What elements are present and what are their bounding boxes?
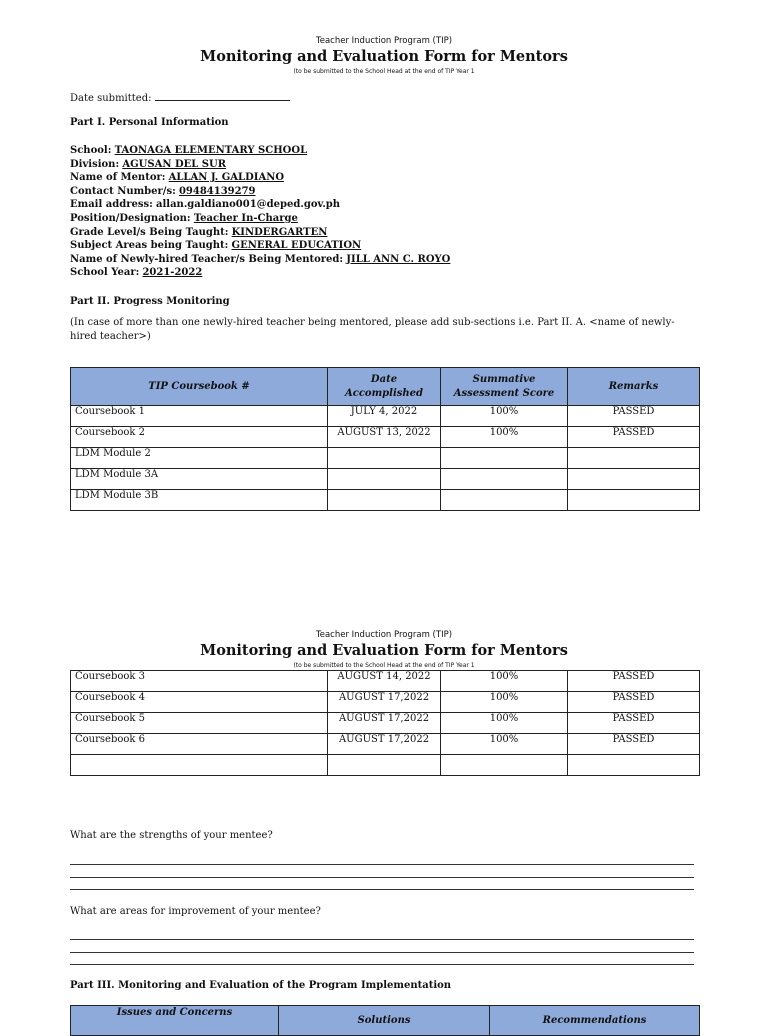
header-date-accomplished bbox=[328, 368, 441, 406]
cell-date[interactable] bbox=[328, 490, 441, 511]
cell-date[interactable]: AUGUST 13, 2022 bbox=[328, 427, 441, 448]
progress-table-page2 bbox=[70, 670, 700, 776]
date-submitted-row bbox=[70, 91, 290, 104]
improvement-answer-line[interactable] bbox=[70, 952, 694, 953]
cell-date[interactable]: AUGUST 17,2022 bbox=[328, 692, 441, 713]
info-field-value: TAONAGA ELEMENTARY SCHOOL bbox=[114, 145, 308, 156]
header-date-line1: Date bbox=[370, 373, 398, 385]
table-header-row bbox=[71, 368, 700, 406]
submission-note: (to be submitted to the School Head at the end of TIP Year 1 bbox=[293, 68, 475, 75]
info-field-value: 2021-2022 bbox=[142, 267, 203, 279]
table-row bbox=[71, 755, 700, 776]
cell-coursebook[interactable]: LDM Module 3A bbox=[71, 469, 328, 490]
cell-score[interactable]: 100% bbox=[441, 692, 568, 713]
info-field-value: 09484139279 bbox=[178, 185, 256, 197]
table-row bbox=[71, 734, 700, 755]
info-field bbox=[70, 171, 284, 185]
info-field-label: Subject Areas being Taught: bbox=[70, 240, 229, 252]
table-row bbox=[71, 490, 700, 511]
info-field-label: Name of Mentor: bbox=[70, 172, 166, 184]
strengths-question: What are the strengths of your mentee? bbox=[70, 830, 273, 841]
header-score-line2: Assessment Score bbox=[453, 387, 555, 399]
table-row bbox=[71, 671, 700, 692]
cell-score[interactable]: 100% bbox=[441, 671, 568, 692]
cell-remarks[interactable]: PASSED bbox=[568, 427, 700, 448]
info-field bbox=[70, 226, 327, 240]
date-submitted-field[interactable] bbox=[155, 91, 290, 101]
table-row bbox=[71, 469, 700, 490]
cell-date[interactable]: AUGUST 14, 2022 bbox=[328, 671, 441, 692]
program-implementation-table bbox=[70, 1005, 700, 1036]
cell-score[interactable] bbox=[441, 448, 568, 469]
cell-score[interactable] bbox=[441, 469, 568, 490]
info-field-value: GENERAL EDUCATION bbox=[231, 240, 362, 252]
table-row bbox=[71, 692, 700, 713]
cell-coursebook[interactable]: Coursebook 3 bbox=[71, 671, 328, 692]
info-field-value: ALLAN J. GALDIANO bbox=[168, 172, 285, 184]
strengths-answer-line[interactable] bbox=[70, 889, 694, 890]
info-field-label: Division: bbox=[70, 158, 120, 170]
info-field-label: Email address: bbox=[70, 199, 153, 211]
improvement-question: What are areas for improvement of your mentee? bbox=[70, 906, 321, 917]
strengths-answer-line[interactable] bbox=[70, 864, 694, 865]
header-score-line1: Summative bbox=[472, 373, 536, 385]
cell-score[interactable] bbox=[441, 490, 568, 511]
table-row bbox=[71, 427, 700, 448]
info-field bbox=[70, 253, 450, 267]
strengths-answer-line[interactable] bbox=[70, 877, 694, 878]
cell-date[interactable]: AUGUST 17,2022 bbox=[328, 734, 441, 755]
header-solutions: Solutions bbox=[279, 1006, 490, 1036]
table-row bbox=[71, 448, 700, 469]
cell-score[interactable] bbox=[441, 755, 568, 776]
header-issues: Issues and Concerns bbox=[71, 1006, 279, 1036]
table-row bbox=[71, 713, 700, 734]
info-field-label: Grade Level/s Being Taught: bbox=[70, 226, 229, 238]
cell-remarks[interactable]: PASSED bbox=[568, 406, 700, 427]
part3-heading: Part III. Monitoring and Evaluation of the Program Implementation bbox=[70, 980, 452, 991]
cell-date[interactable] bbox=[328, 755, 441, 776]
info-field bbox=[70, 185, 256, 199]
header-remarks: Remarks bbox=[568, 368, 700, 406]
cell-date[interactable]: JULY 4, 2022 bbox=[328, 406, 441, 427]
cell-coursebook[interactable]: Coursebook 4 bbox=[71, 692, 328, 713]
submission-note-page2: (to be submitted to the School Head at the end of TIP Year 1 bbox=[293, 662, 475, 669]
improvement-answer-line[interactable] bbox=[70, 939, 694, 940]
part2-heading: Part II. Progress Monitoring bbox=[70, 296, 230, 307]
info-field bbox=[70, 158, 226, 172]
info-field bbox=[70, 144, 307, 158]
form-title-page2: Monitoring and Evaluation Form for Mentors bbox=[200, 642, 568, 659]
cell-score[interactable]: 100% bbox=[441, 406, 568, 427]
info-field-label: School: bbox=[70, 145, 112, 156]
info-field-value: allan.galdiano001@deped.gov.ph bbox=[156, 199, 341, 211]
info-field-label: School Year: bbox=[70, 267, 140, 279]
header-recommendations: Recommendations bbox=[490, 1006, 700, 1036]
cell-coursebook[interactable]: Coursebook 2 bbox=[71, 427, 328, 448]
cell-coursebook[interactable]: Coursebook 1 bbox=[71, 406, 328, 427]
header-assessment-score bbox=[441, 368, 568, 406]
info-field-label: Position/Designation: bbox=[70, 213, 191, 224]
cell-remarks[interactable]: PASSED bbox=[568, 734, 700, 755]
cell-remarks[interactable] bbox=[568, 448, 700, 469]
improvement-answer-line[interactable] bbox=[70, 964, 694, 965]
info-field bbox=[70, 239, 361, 253]
cell-date[interactable] bbox=[328, 469, 441, 490]
cell-coursebook[interactable]: LDM Module 3B bbox=[71, 490, 328, 511]
cell-score[interactable]: 100% bbox=[441, 713, 568, 734]
cell-remarks[interactable]: PASSED bbox=[568, 692, 700, 713]
part2-instruction-line2: hired teacher>) bbox=[70, 331, 151, 342]
cell-score[interactable]: 100% bbox=[441, 427, 568, 448]
header-date-line2: Accomplished bbox=[344, 387, 424, 399]
part3-header-row bbox=[71, 1006, 700, 1036]
part2-instruction-line1: (In case of more than one newly-hired teacher being mentored, please add sub-sections i.e. Part II. A. <name of newly- bbox=[70, 317, 675, 328]
info-field-value: JILL ANN C. ROYO bbox=[346, 253, 451, 265]
info-field bbox=[70, 266, 202, 280]
cell-remarks[interactable]: PASSED bbox=[568, 713, 700, 734]
info-field bbox=[70, 198, 340, 212]
cell-coursebook[interactable]: LDM Module 2 bbox=[71, 448, 328, 469]
cell-coursebook[interactable]: Coursebook 6 bbox=[71, 734, 328, 755]
program-name-page2: Teacher Induction Program (TIP) bbox=[315, 630, 453, 640]
progress-table-page1 bbox=[70, 367, 700, 511]
part1-heading: Part I. Personal Information bbox=[70, 117, 229, 128]
info-field-value: AGUSAN DEL SUR bbox=[122, 158, 227, 170]
info-field bbox=[70, 212, 298, 226]
info-field-label: Contact Number/s: bbox=[70, 185, 176, 197]
form-title: Monitoring and Evaluation Form for Mentors bbox=[200, 48, 568, 65]
info-field-value: KINDERGARTEN bbox=[231, 226, 328, 238]
cell-remarks[interactable] bbox=[568, 490, 700, 511]
table-row bbox=[71, 406, 700, 427]
cell-coursebook[interactable]: Coursebook 5 bbox=[71, 713, 328, 734]
cell-score[interactable]: 100% bbox=[441, 734, 568, 755]
info-field-value: Teacher In-Charge bbox=[193, 213, 298, 224]
info-field-label: Name of Newly-hired Teacher/s Being Mentored: bbox=[70, 253, 344, 265]
cell-remarks[interactable] bbox=[568, 469, 700, 490]
program-name: Teacher Induction Program (TIP) bbox=[315, 36, 453, 46]
cell-date[interactable] bbox=[328, 448, 441, 469]
cell-remarks[interactable]: PASSED bbox=[568, 671, 700, 692]
date-submitted-label: Date submitted: bbox=[70, 93, 152, 104]
cell-coursebook[interactable] bbox=[71, 755, 328, 776]
header-coursebook: TIP Coursebook # bbox=[71, 368, 328, 406]
cell-date[interactable]: AUGUST 17,2022 bbox=[328, 713, 441, 734]
cell-remarks[interactable] bbox=[568, 755, 700, 776]
